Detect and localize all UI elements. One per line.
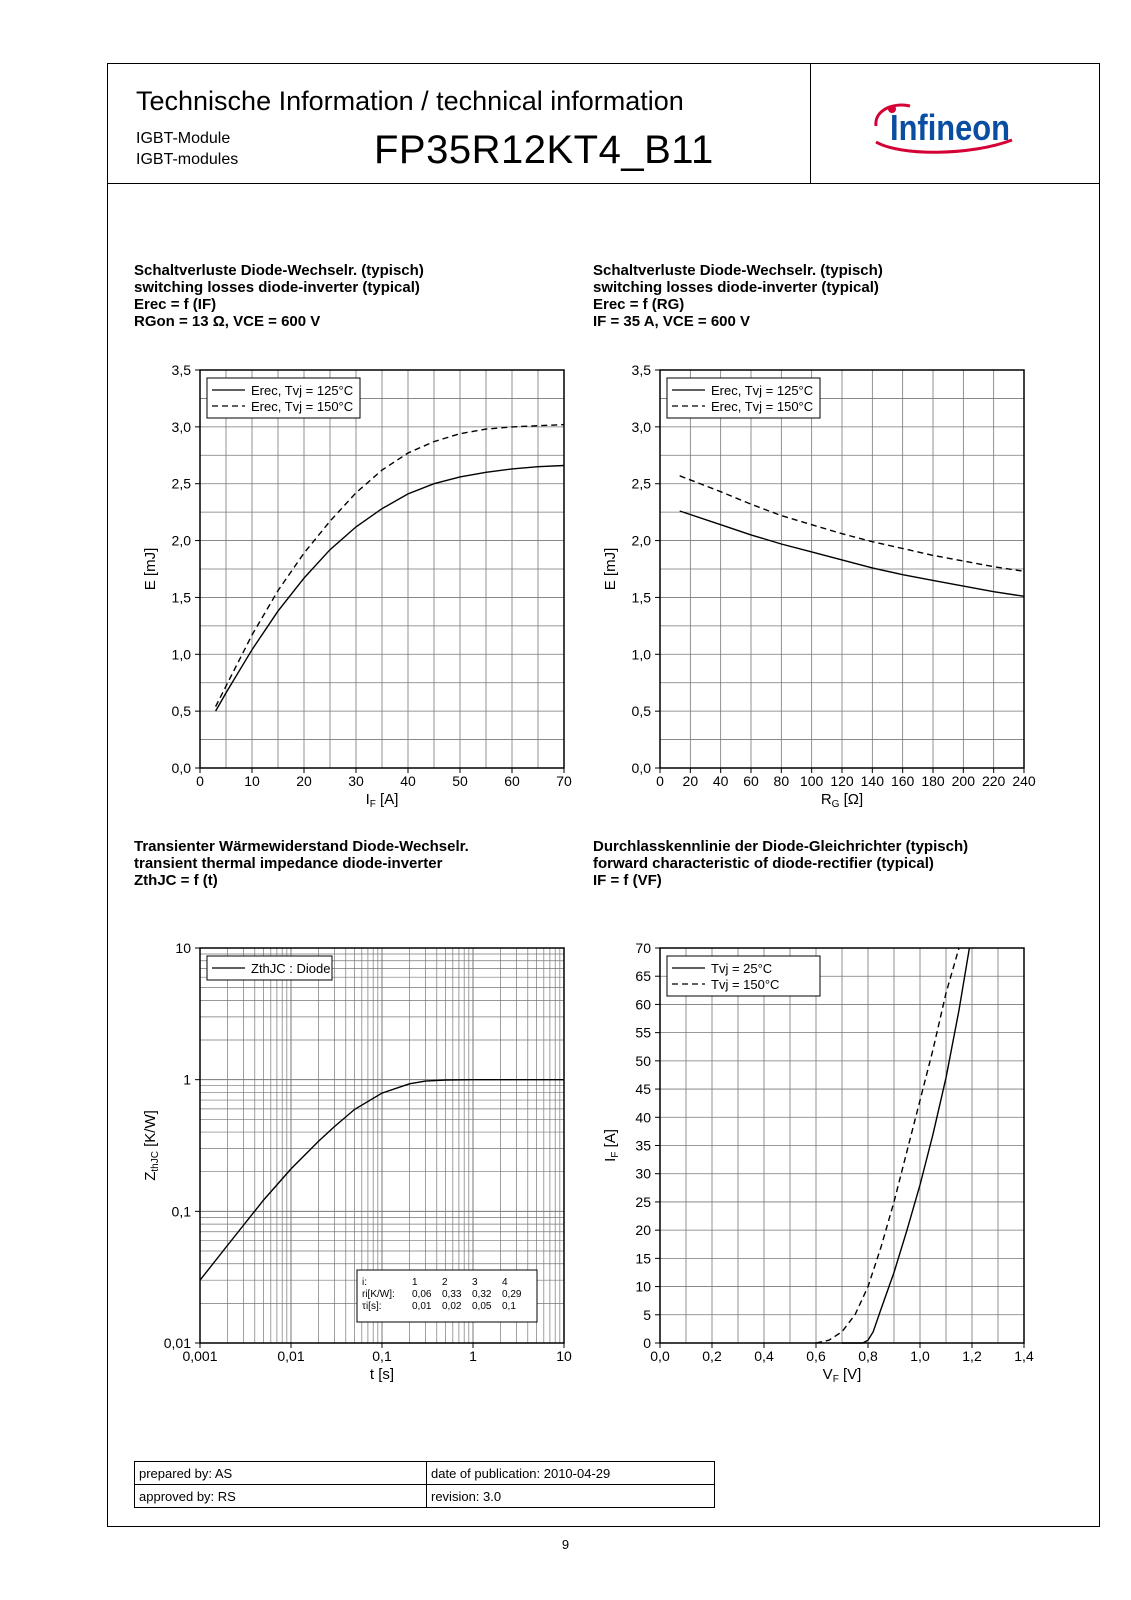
chart2-xtick-label: 100 xyxy=(799,773,824,789)
chart4-ytick-label: 10 xyxy=(635,1278,651,1295)
chart4-legend-label: Tvj = 25°C xyxy=(711,961,773,976)
chart4-title: Durchlasskennlinie der Diode-Gleichrichter (typisch) forward characteristic of diode-rectifier (typical) IF = f (VF) xyxy=(593,838,969,889)
chart4-ytick-label: 35 xyxy=(635,1137,651,1154)
chart3-ylabel: $Z_{thJC}$ [K/W] xyxy=(142,1110,161,1181)
chart2-ytick-label: 2,0 xyxy=(631,532,651,549)
chart4-legend-label: Tvj = 150°C xyxy=(711,977,780,992)
chart3-param-table-cell: 0,29 xyxy=(502,1289,522,1300)
chart3-param-table-cell: 2 xyxy=(442,1277,448,1288)
chart4-xtick-label: 0,4 xyxy=(754,1348,774,1364)
chart3-ytick-label: 1 xyxy=(183,1071,191,1088)
chart2-xtick-label: 160 xyxy=(890,773,915,789)
chart3-param-table-cell: 0,01 xyxy=(412,1301,432,1312)
chart3-xtick-label: 1 xyxy=(469,1348,477,1364)
chart3-ytick-label: 10 xyxy=(175,940,191,956)
chart2-ylabel: E [mJ] xyxy=(602,547,619,591)
chart4-xtick-label: 1,0 xyxy=(910,1348,930,1364)
svg-text:Infineon: Infineon xyxy=(890,107,1010,148)
chart4-xtick-label: 0,8 xyxy=(858,1348,878,1364)
chart4-ytick-label: 70 xyxy=(635,940,651,956)
chart2-series-line xyxy=(680,511,1024,596)
chart1-ytick-label: 0,0 xyxy=(171,760,191,776)
chart3-param-table-cell: 0,33 xyxy=(442,1289,462,1300)
chart2-xtick-label: 240 xyxy=(1012,773,1036,789)
chart3-xtick-label: 0,1 xyxy=(372,1348,392,1364)
chart2-ytick-label: 0,5 xyxy=(631,703,651,720)
chart2-xtick-label: 80 xyxy=(773,773,790,789)
chart2-series-line xyxy=(680,476,1024,572)
chart1-xtick-label: 30 xyxy=(348,773,364,789)
chart3-legend-label: ZthJC : Diode xyxy=(251,961,331,976)
chart3-param-table-cell: 0,02 xyxy=(442,1301,462,1312)
chart2-xtick-label: 60 xyxy=(743,773,759,789)
chart1-ytick-label: 3,0 xyxy=(171,418,191,435)
chart4-ytick-label: 40 xyxy=(635,1109,651,1126)
chart4-xlabel: $V_F$ [V] xyxy=(822,1366,862,1385)
chart1-ylabel: E [mJ] xyxy=(142,547,159,591)
chart2-ytick-label: 1,0 xyxy=(631,646,651,663)
chart4-ytick-label: 0 xyxy=(643,1335,651,1351)
chart1-xtick-label: 60 xyxy=(504,773,520,789)
chart1-xlabel: $I_F$ [A] xyxy=(365,791,399,810)
chart2-xtick-label: 0 xyxy=(656,773,664,789)
chart3-ytick-label: 0,01 xyxy=(163,1335,191,1351)
revision: revision: 3.0 xyxy=(427,1485,715,1508)
chart2-xtick-label: 40 xyxy=(712,773,729,789)
part-number: FP35R12KT4_B11 xyxy=(374,128,714,172)
chart4-xtick-label: 0,6 xyxy=(806,1348,826,1364)
chart3-xtick-label: 10 xyxy=(556,1348,572,1364)
publication-date: date of publication: 2010-04-29 xyxy=(427,1462,715,1485)
chart3-xtick-label: 0,01 xyxy=(277,1348,305,1364)
chart3-param-table-cell: ri[K/W]: xyxy=(362,1289,395,1300)
chart4-ytick-label: 45 xyxy=(635,1081,651,1098)
chart1-ytick-label: 0,5 xyxy=(171,703,191,720)
chart2-ytick-label: 3,0 xyxy=(631,418,651,435)
chart3-param-table-cell: τi[s]: xyxy=(362,1301,382,1312)
chart1-legend-label: Erec, Tvj = 150°C xyxy=(251,399,354,414)
chart3-title: Transienter Wärmewiderstand Diode-Wechselr. transient thermal impedance diode-inverter ZthJC = f (t) xyxy=(134,838,469,889)
chart3-xtick-label: 0,001 xyxy=(182,1348,218,1364)
chart4-ytick-label: 25 xyxy=(635,1193,651,1210)
chart4-xtick-label: 1,2 xyxy=(962,1348,982,1364)
chart2-xtick-label: 20 xyxy=(682,773,699,789)
chart2-ytick-label: 1,5 xyxy=(631,589,651,606)
chart1-xtick-label: 50 xyxy=(452,773,468,789)
chart4-ytick-label: 5 xyxy=(643,1306,651,1323)
chart2-ytick-label: 0,0 xyxy=(631,760,651,776)
chart1-ytick-label: 3,5 xyxy=(171,362,191,378)
chart4-xtick-label: 0,2 xyxy=(702,1348,722,1364)
chart4-xtick-label: 0,0 xyxy=(650,1348,670,1364)
chart2-xtick-label: 140 xyxy=(860,773,885,789)
chart3-param-table-cell: 0,32 xyxy=(472,1289,492,1300)
chart3-ytick-label: 0,1 xyxy=(171,1203,191,1220)
chart2-ytick-label: 2,5 xyxy=(631,475,651,492)
chart3-param-table-cell: 0,1 xyxy=(502,1301,516,1312)
chart2-xtick-label: 220 xyxy=(981,773,1006,789)
chart1-xtick-label: 40 xyxy=(400,773,416,789)
chart3-param-table-cell: 1 xyxy=(412,1277,418,1288)
chart4-ytick-label: 20 xyxy=(635,1222,651,1239)
chart1-legend-label: Erec, Tvj = 125°C xyxy=(251,383,354,398)
chart4-xtick-label: 1,4 xyxy=(1014,1348,1034,1364)
chart2-xlabel: $R_G$ [Ω] xyxy=(820,791,864,810)
module-label-de: IGBT-Module xyxy=(136,130,231,147)
chart1-xtick-label: 0 xyxy=(196,773,204,789)
chart1-title: Schaltverluste Diode-Wechselr. (typisch) switching losses diode-inverter (typical) Erec = f (IF) RGon = 13 Ω, VCE = 600 V xyxy=(134,262,424,330)
chart1-ytick-label: 2,5 xyxy=(171,475,191,492)
chart4-ytick-label: 30 xyxy=(635,1165,651,1182)
page-title: Technische Information / technical information xyxy=(136,86,684,116)
chart2-xtick-label: 200 xyxy=(951,773,976,789)
chart3-xlabel: t [s] xyxy=(369,1366,395,1383)
chart2-ytick-label: 3,5 xyxy=(631,362,651,378)
chart3-param-table-cell: i: xyxy=(362,1277,367,1288)
chart4-ytick-label: 15 xyxy=(635,1250,651,1267)
chart2-xtick-label: 180 xyxy=(921,773,945,789)
chart2-legend-label: Erec, Tvj = 150°C xyxy=(711,399,814,414)
chart2-xtick-label: 120 xyxy=(830,773,854,789)
prepared-by: prepared by: AS xyxy=(135,1462,427,1485)
footer-table xyxy=(134,1461,715,1508)
chart1-xtick-label: 10 xyxy=(244,773,260,789)
page-number: 9 xyxy=(561,1537,570,1552)
chart1-ytick-label: 1,0 xyxy=(171,646,191,663)
module-label-en: IGBT-modules xyxy=(136,151,239,168)
chart3-param-table-cell: 0,05 xyxy=(472,1301,492,1312)
chart4-ytick-label: 55 xyxy=(635,1024,651,1041)
chart3-param-table-cell: 0,06 xyxy=(412,1289,432,1300)
chart4-ylabel: $I_F$ [A] xyxy=(602,1129,621,1162)
chart3-param-table-cell: 4 xyxy=(502,1277,508,1288)
chart4-ytick-label: 65 xyxy=(635,968,651,985)
chart4-ytick-label: 50 xyxy=(635,1052,651,1069)
chart2-title: Schaltverluste Diode-Wechselr. (typisch) switching losses diode-inverter (typical) Erec = f (RG) IF = 35 A, VCE = 600 V xyxy=(593,262,883,330)
chart2-legend-label: Erec, Tvj = 125°C xyxy=(711,383,814,398)
chart1-xtick-label: 70 xyxy=(556,773,572,789)
chart1-ytick-label: 2,0 xyxy=(171,532,191,549)
chart3-param-table-cell: 3 xyxy=(472,1277,478,1288)
chart1-xtick-label: 20 xyxy=(296,773,312,789)
approved-by: approved by: RS xyxy=(135,1485,427,1508)
chart1-ytick-label: 1,5 xyxy=(171,589,191,606)
chart4-ytick-label: 60 xyxy=(635,996,651,1013)
